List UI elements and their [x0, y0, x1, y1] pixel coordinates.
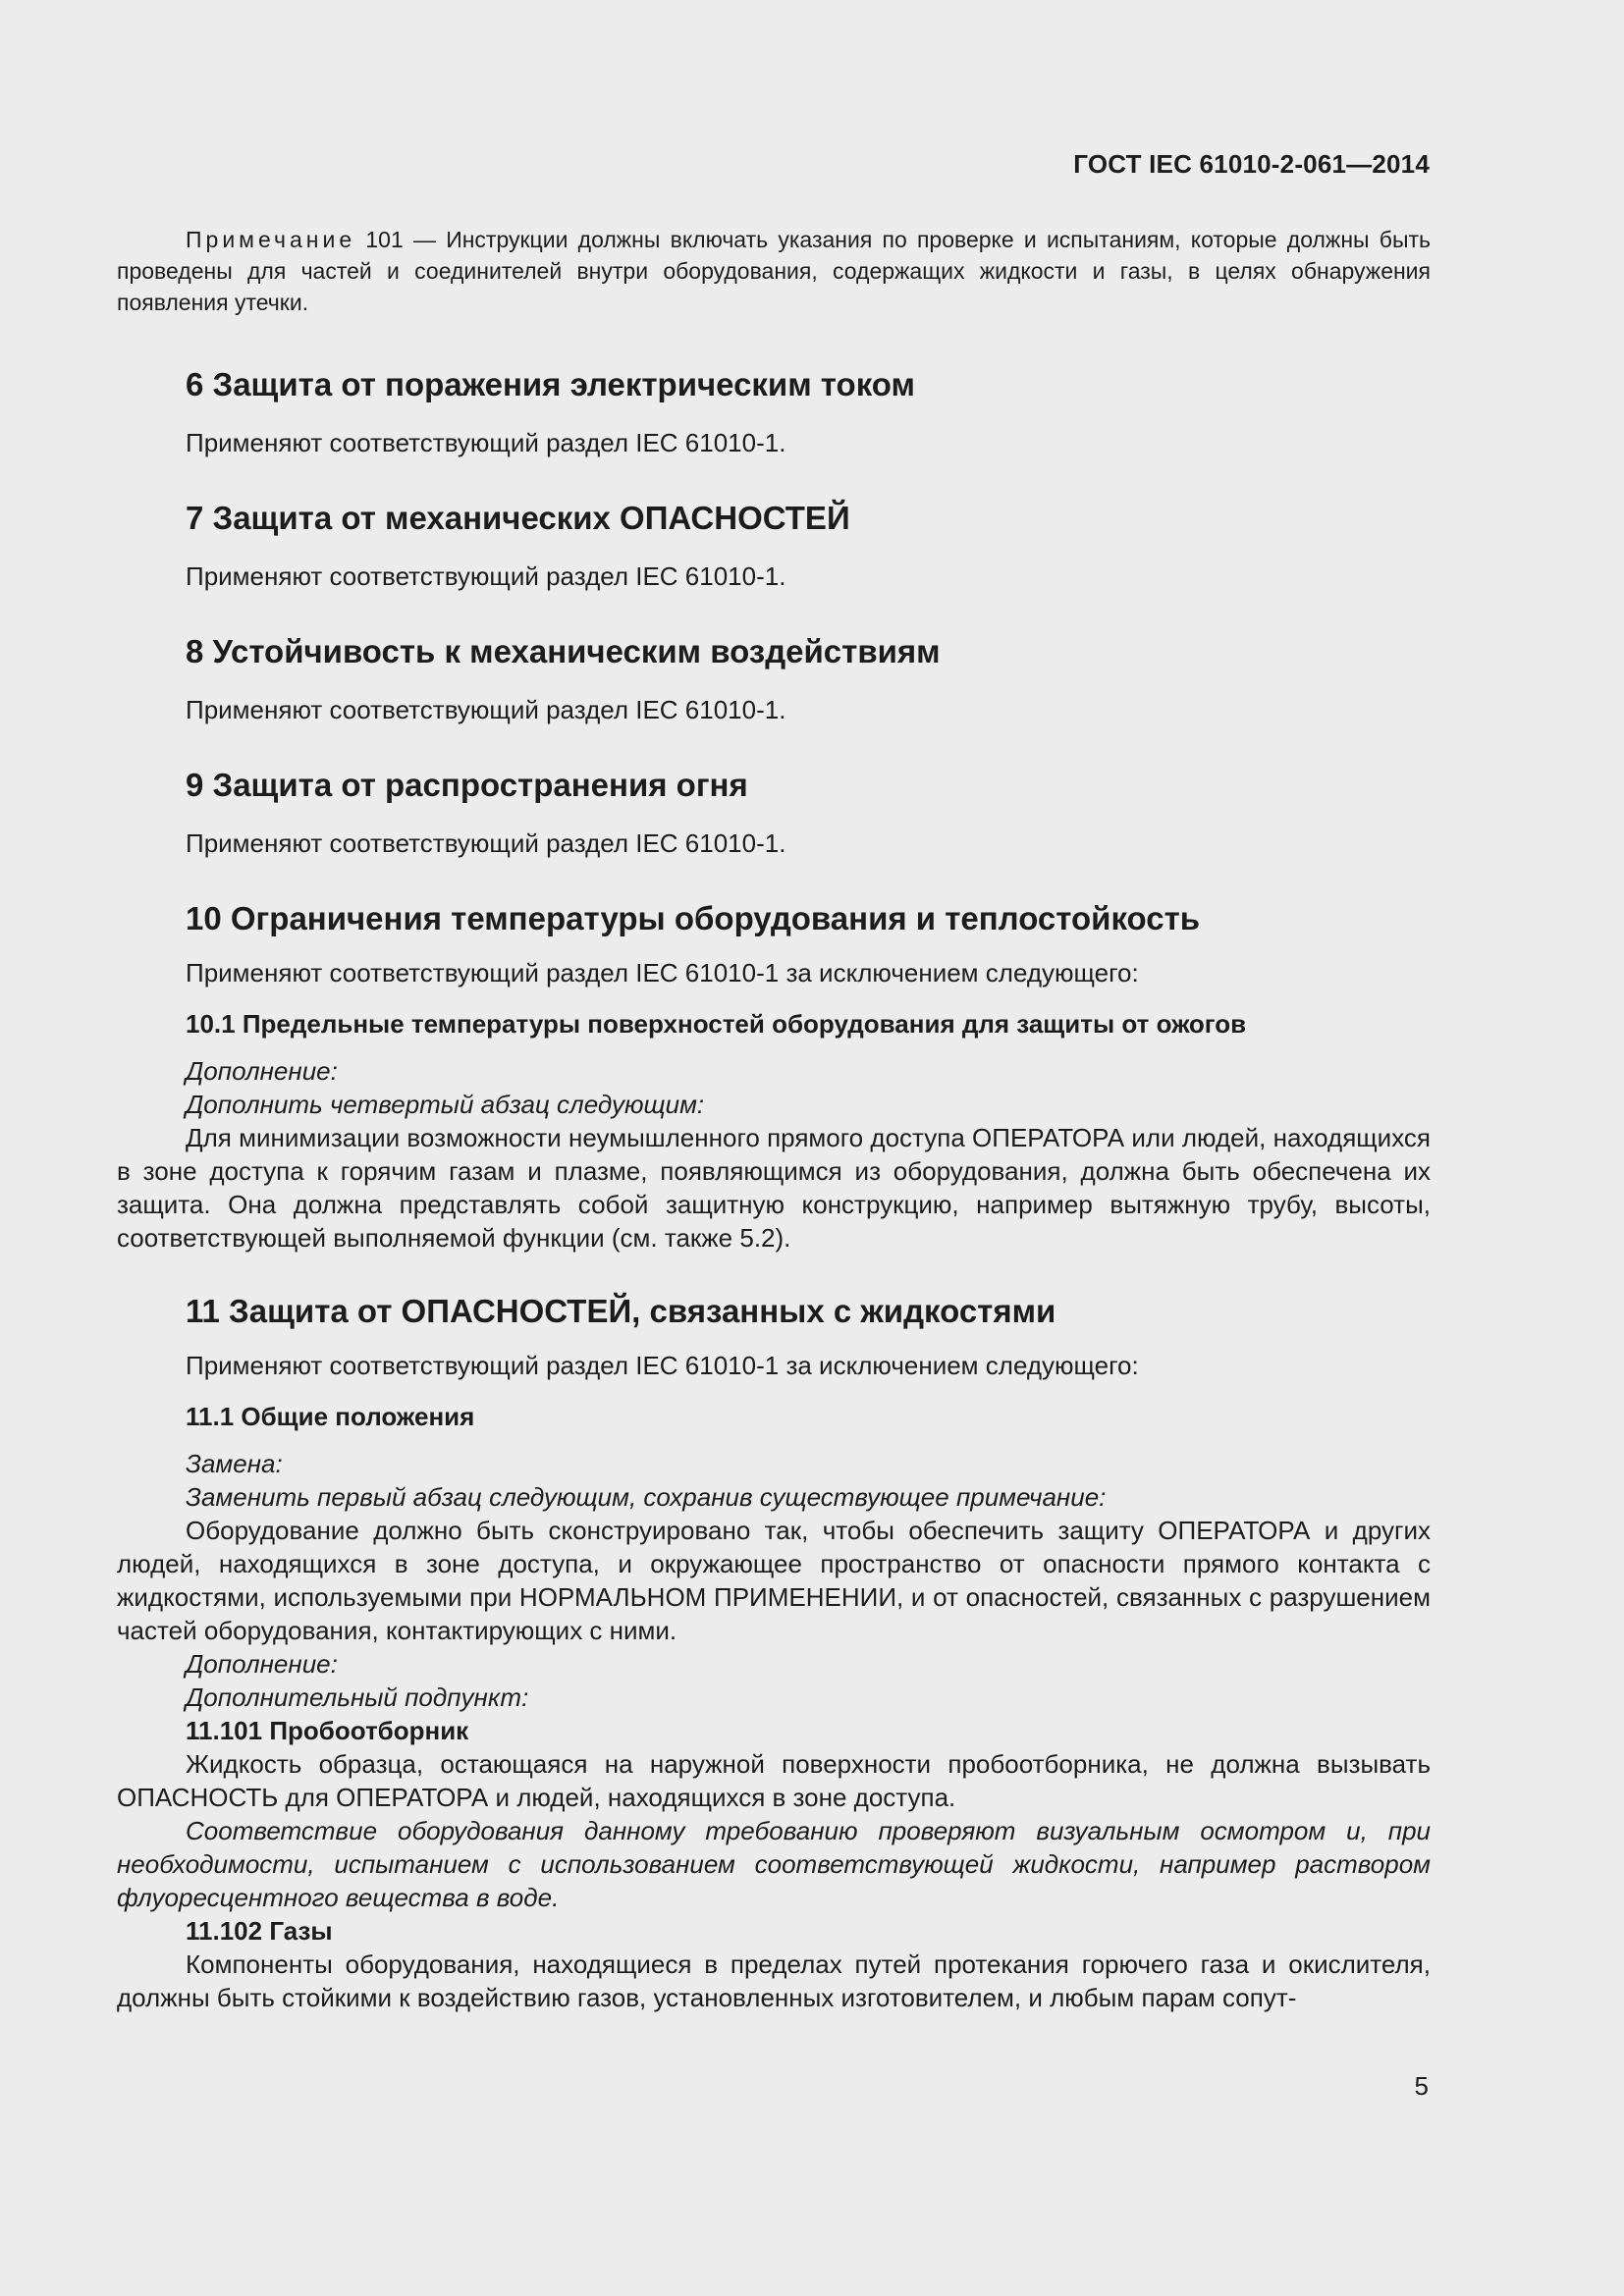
section-7-body: Применяют соответствующий раздел IEC 61010-1. [186, 561, 786, 591]
note-text: 101 — Инструкции должны включать указания по проверке и испытаниям, которые должны быть проведены для частей и соединителей внутри оборудования, содержащих жидкости и газы, в целях обнаружения появления утечки. [117, 227, 1432, 315]
page-content [117, 224, 1431, 2014]
section-11-body: Применяют соответствующий раздел IEC 61010-1 за исключением следующего: [186, 1351, 1139, 1380]
page-number: 5 [1414, 2071, 1429, 2101]
standard-code: ГОСТ IEC 61010-2-061—2014 [1073, 149, 1430, 179]
subsection-10-1-text: Для минимизации возможности неумышленного прямого доступа ОПЕРАТОРА или людей, находящихся в зоне доступа к горячим газам и плазме, появляющимся из оборудования, должна быть обеспечена их защита. Она должна представлять собой защитную конструкцию, например вытяжную трубу, высоты, соответствующей выполняемой функции (см. также 5.2). [117, 1123, 1431, 1253]
section-9-title: 9 Защита от распространения огня [186, 767, 748, 803]
subsection-11-101-compliance: Соответствие оборудования данному требованию проверяют визуальным осмотром и, при необходимости, испытанием с использованием соответствующей жидкости, например раствором флуоресцентного вещества в воде. [117, 1816, 1431, 1912]
subsection-10-1-addition: Дополнение: [186, 1056, 338, 1086]
subsection-11-1-replacement-instruction: Заменить первый абзац следующим, сохранив существующее примечание: [186, 1482, 1107, 1512]
subsection-11-1-replacement: Замена: [186, 1449, 283, 1478]
subsection-11-1-text: Оборудование должно быть сконструировано так, чтобы обеспечить защиту ОПЕРАТОРА и других людей, находящихся в зоне доступа, и окружающее пространство от опасности прямого контакта с жидкостями, используемыми при НОРМАЛЬНОМ ПРИМЕНЕНИИ, и от опасностей, связанных с разрушением частей оборудования, контактирующих с ними. [117, 1516, 1431, 1645]
note-101 [117, 224, 1431, 318]
subsection-11-102-text: Компоненты оборудования, находящиеся в пределах путей протекания горючего газа и окислителя, должны быть стойкими к воздействию газов, установленных изготовителем, и любым парам сопут- [117, 1949, 1431, 2012]
subsection-11-1-addition-instruction: Дополнительный подпункт: [186, 1682, 529, 1712]
section-10-body: Применяют соответствующий раздел IEC 61010-1 за исключением следующего: [186, 958, 1139, 988]
section-6-body: Применяют соответствующий раздел IEC 61010-1. [186, 428, 786, 457]
section-7-title: 7 Защита от механических ОПАСНОСТЕЙ [186, 500, 850, 536]
subsection-11-101-title: 11.101 Пробоотборник [186, 1716, 469, 1745]
note-label: Примечание [186, 227, 356, 252]
subsection-10-1-title: 10.1 Предельные температуры поверхностей оборудования для защиты от ожогов [186, 1009, 1247, 1039]
section-8-title: 8 Устойчивость к механическим воздействиям [186, 633, 941, 669]
section-8-body: Применяют соответствующий раздел IEC 61010-1. [186, 695, 786, 724]
subsection-10-1-instruction: Дополнить четвертый абзац следующим: [186, 1090, 705, 1119]
subsection-11-101-text: Жидкость образца, остающаяся на наружной поверхности пробоотборника, не должна вызывать ОПАСНОСТЬ для ОПЕРАТОРА и людей, находящихся в зоне доступа. [117, 1749, 1431, 1812]
section-9-body: Применяют соответствующий раздел IEC 61010-1. [186, 828, 786, 858]
subsection-11-1-title: 11.1 Общие положения [186, 1402, 475, 1431]
section-6-title: 6 Защита от поражения электрическим током [186, 366, 915, 402]
section-10-title: 10 Ограничения температуры оборудования и теплостойкость [186, 900, 1201, 936]
section-11-title: 11 Защита от ОПАСНОСТЕЙ, связанных с жидкостями [186, 1293, 1056, 1329]
subsection-11-1-addition: Дополнение: [186, 1649, 338, 1679]
subsection-11-102-title: 11.102 Газы [186, 1916, 333, 1946]
